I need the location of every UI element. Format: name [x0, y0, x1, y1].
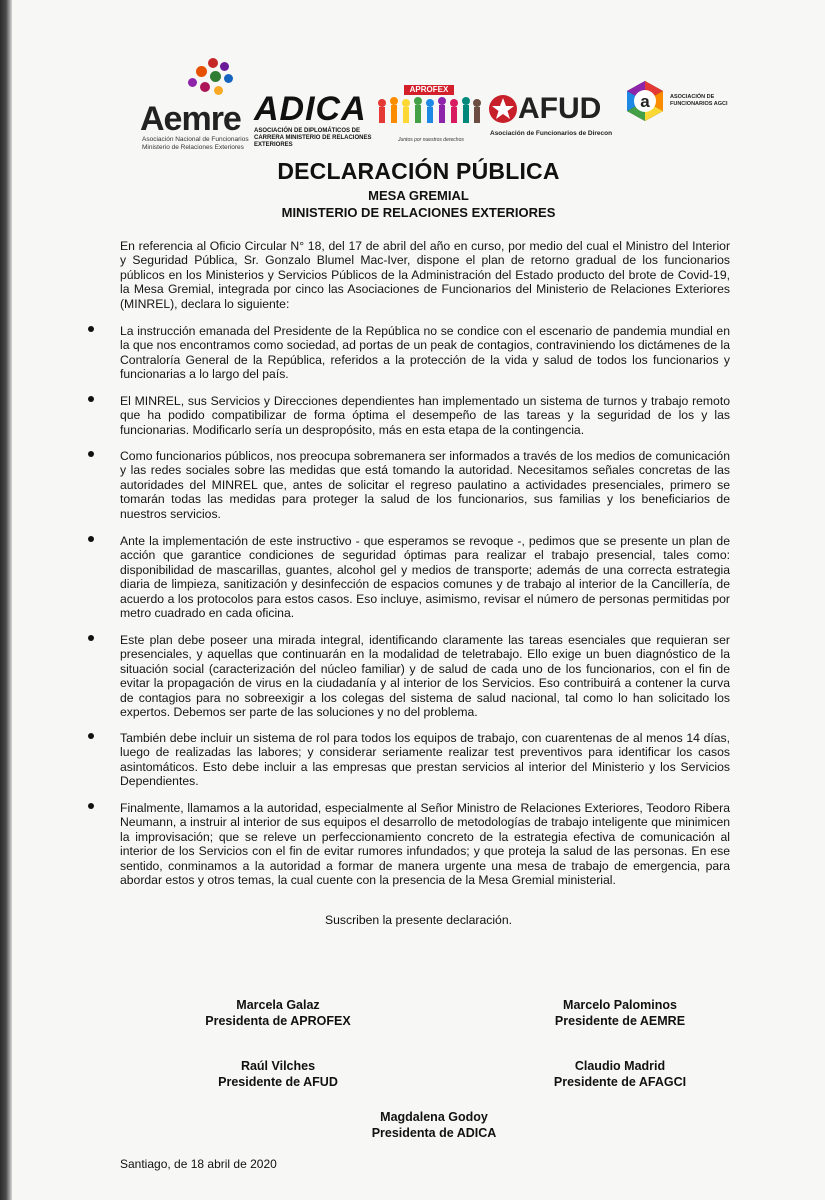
people-icon	[374, 95, 482, 135]
list-item-text: También debe incluir un sistema de rol para todos los equipos de trabajo, con cuarentenas de al menos 14 días, luego de realizadas las labores; y considerar seriamente realizar test preventivos para identificar los casos asintomáticos. Esto debe incluir a las empresas que prestan servicios al interior del Ministerio y los Servicios Dependientes.	[120, 731, 730, 789]
list-item-text: El MINREL, sus Servicios y Direcciones dependientes han implementado un sistema de turnos y trabajo remoto que ha podido compatibilizar de forma óptima el desempeño de las tareas y la seguridad de los y las funcionarias. Modificarlo sería un despropósito, más en esta etapa de la contingencia.	[120, 394, 730, 437]
intro-paragraph: En referencia al Oficio Circular N° 18, del 17 de abril del año en curso, por medio del cual el Ministro del Interior y Seguridad Pública, Sr. Gonzalo Blumel Mac-Iver, dispone el plan de retorno gradual de los funcionarios públicos en los Ministerios y Servicios Públicos de la Administración del Estado producto del brote de Covid-19, la Mesa Gremial, integrada por cinco las Asociaciones de Funcionarios del Ministerio de Relaciones Exteriores (MINREL), declara lo siguiente:	[120, 239, 730, 311]
signature-block	[178, 1058, 378, 1090]
list-item-text: Ante la implementación de este instructivo - que esperamos se revoque -, pedimos que se presente un plan de acción que garantice condiciones de seguridad óptimas para realizar el trabajo presencial, tales como: disponibilidad de mascarillas, guantes, alcohol gel y medios de transporte; además de una correcta estrategia diaria de limpieza, sanitización y desinfección de espacios comunes y de trabajo al interior de la Cancillería, de acuerdo a los protocolos para estos casos. Eso incluye, asimismo, revisar el número de personas permitidas por metro cuadrado en cada oficina.	[120, 534, 730, 621]
signature-block	[520, 997, 720, 1029]
signer-role: Presidente de AFAGCI	[553, 1075, 687, 1089]
afud-wordmark: AFUD	[518, 92, 602, 125]
logo-row	[12, 50, 825, 150]
star-icon	[488, 94, 518, 124]
signature-intro: Suscriben la presente declaración.	[325, 913, 512, 927]
bullet-icon	[88, 635, 94, 641]
aemre-wordmark: Aemre	[140, 100, 241, 138]
signer-role: Presidente de AFUD	[218, 1075, 338, 1089]
afud-logo	[488, 92, 618, 150]
signature-block	[334, 1109, 534, 1141]
signature-block	[178, 997, 378, 1029]
afagci-logo	[624, 80, 728, 140]
signer-role: Presidenta de ADICA	[371, 1126, 497, 1140]
signature-block	[520, 1058, 720, 1090]
list-item-text: Como funcionarios públicos, nos preocupa sobremanera ser informados a través de los medios de comunicación y las redes sociales sobre las medidas que está tomando la autoridad. Necesitamos señales concretas de las autoridades del MINREL que, antes de solicitar el regreso paulatino a actividades presenciales, primero se tomarán todas las medidas para proteger la salud de los funcionarios, sus familias y los beneficiarios de nuestros servicios.	[120, 449, 730, 521]
signer-name: Magdalena Godoy	[380, 1110, 488, 1124]
signer-name: Marcelo Palominos	[563, 998, 677, 1012]
adica-logo	[250, 90, 372, 150]
aprofex-logo	[374, 85, 482, 147]
bullet-icon	[88, 803, 94, 809]
bullet-icon	[88, 326, 94, 332]
signer-name: Raúl Vilches	[240, 1059, 316, 1073]
list-item-text: La instrucción emanada del Presidente de la República no se condice con el escenario de pandemia mundial en la que nos encontramos como sociedad, ad portas de un peak de contagios, contraviniendo los dictámenes de la Contraloría General de la República, referidos a la protección de la vida y salud de todos los funcionarios y funcionarias a lo largo del país.	[120, 324, 730, 382]
aprofex-tagline: Juntos por nuestros derechos	[398, 137, 464, 143]
bullet-icon	[88, 396, 94, 402]
document-subtitle: MESA GREMIAL	[368, 188, 469, 203]
afagci-subtitle: ASOCIACIÓN DE FUNCIONARIOS AGCI	[670, 94, 728, 107]
adica-wordmark: ADICA	[254, 90, 367, 128]
bullet-icon	[88, 536, 94, 542]
svg-text:a: a	[640, 92, 650, 111]
place-date: Santiago, de 18 abril de 2020	[120, 1157, 277, 1171]
aemre-logo	[140, 58, 250, 150]
aemre-subtitle: Asociación Nacional de Funcionarios Ministerio de Relaciones Exteriores	[142, 136, 249, 151]
document-title: DECLARACIÓN PÚBLICA	[277, 158, 560, 184]
adica-subtitle: ASOCIACIÓN DE DIPLOMÁTICOS DE CARRERA MINISTERIO DE RELACIONES EXTERIORES	[254, 128, 372, 148]
list-item-text: Este plan debe poseer una mirada integral, identificando claramente las tareas esenciales que requieran ser presenciales, y aquellas que continuarán en la modalidad de teletrabajo. Ello exige un buen diagnóstico de la situación social (caracterización del núcleo familiar) y de salud de cada uno de los funcionarios, con el fin de evitar la propagación de virus en la ciudadanía y al interior de los Servicios. Eso contribuirá a contener la curva de contagios para no sobreexigir a los colegas del sistema de salud nacional, tal como lo han solicitado los expertos. Debemos ser parte de las soluciones y no del problema.	[120, 633, 730, 720]
hexagon-icon	[624, 80, 666, 122]
bullet-icon	[88, 733, 94, 739]
bullet-icon	[88, 451, 94, 457]
document-page	[12, 0, 825, 1200]
list-item-text: Finalmente, llamamos a la autoridad, especialmente al Señor Ministro de Relaciones Exteriores, Teodoro Ribera Neumann, a instruir al interior de sus equipos el desarrollo de metodologías de trabajo inteligente que minimicen la improvisación; que se releve un perfeccionamiento concreto de la estrategia efectiva de comunicación al interior de los Servicios con el fin de evitar rumores infundados; y que proteja la salud de las personas. En ese sentido, conminamos a la autoridad a formar de manera urgente una mesa de trabajo de emergencia, para abordar estos y otros temas, la cual cuente con la presencia de la Mesa Gremial ministerial.	[120, 801, 730, 888]
aprofex-wordmark: APROFEX	[404, 85, 454, 95]
signer-role: Presidente de AEMRE	[554, 1014, 686, 1028]
document-subtitle-ministry: MINISTERIO DE RELACIONES EXTERIORES	[281, 205, 556, 220]
aemre-dots-icon	[186, 58, 236, 106]
signer-name: Claudio Madrid	[574, 1059, 666, 1073]
signer-name: Marcela Galaz	[236, 998, 320, 1012]
signer-role: Presidenta de APROFEX	[205, 1014, 351, 1028]
afud-subtitle: Asociación de Funcionarios de Direcon	[490, 130, 613, 137]
